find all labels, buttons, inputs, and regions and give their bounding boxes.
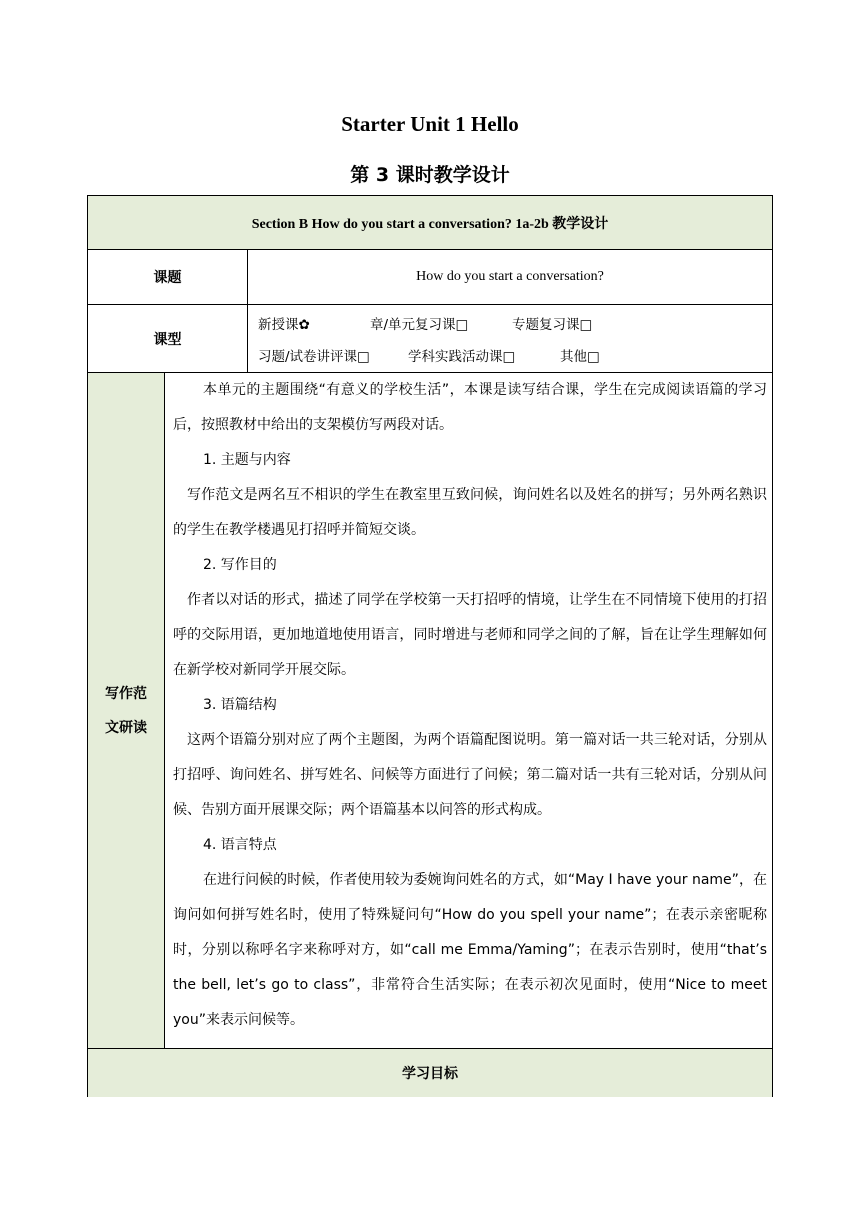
writing-study-content	[165, 373, 772, 1048]
type-option-exercise-review: 习题/试卷讲评课□	[258, 349, 370, 365]
lesson-type-options	[248, 305, 772, 372]
section-header-row	[88, 196, 772, 250]
heading-theme: 1. 主题与内容	[203, 452, 291, 468]
lesson-plan-table	[87, 195, 773, 1097]
type-option-practice: 学科实践活动课□	[408, 349, 516, 365]
learning-goals-row	[88, 1049, 772, 1097]
heading-purpose: 2. 写作目的	[203, 557, 277, 573]
topic-label: 课题	[88, 250, 248, 304]
writing-label-line-1: 写作范	[105, 685, 147, 702]
writing-study-text	[173, 373, 767, 1038]
lesson-type-label: 课型	[88, 305, 248, 372]
heading-structure: 3. 语篇结构	[203, 697, 277, 713]
lesson-type-line-2	[258, 345, 600, 365]
section-header-text: Section B How do you start a conversation? 1a-2b 教学设计	[251, 216, 609, 232]
writing-label-line-2: 文研读	[105, 719, 147, 736]
lesson-type-line-1	[258, 313, 592, 333]
theme-paragraph: 写作范文是两名互不相识的学生在教室里互致问候，询问姓名以及姓名的拼写；另外两名熟识的学生在教学楼遇见打招呼并简短交谈。	[173, 487, 767, 538]
structure-paragraph: 这两个语篇分别对应了两个主题图，为两个语篇配图说明。第一篇对话一共三轮对话，分别从打招呼、询问姓名、拼写姓名、问候等方面进行了问候；第二篇对话一共有三轮对话，分别从问候、告别方面开展课交际；两个语篇基本以问答的形式构成。	[173, 732, 767, 818]
type-option-topic-review: 专题复习课□	[512, 317, 593, 333]
type-option-new: 新授课✿	[258, 317, 310, 333]
lesson-type-row	[88, 305, 772, 373]
topic-value-text: How do you start a conversation?	[416, 269, 604, 284]
writing-study-label	[88, 373, 165, 1048]
type-option-unit-review: 章/单元复习课□	[370, 317, 469, 333]
intro-paragraph: 本单元的主题围绕“有意义的学校生活”，本课是读写结合课，学生在完成阅读语篇的学习后，按照教材中给出的支架模仿写两段对话。	[173, 382, 767, 433]
document-title: Starter Unit 1 Hello	[341, 112, 519, 136]
document-subtitle: 第 3 课时教学设计	[350, 164, 510, 186]
heading-features: 4. 语言特点	[203, 837, 277, 853]
purpose-paragraph: 作者以对话的形式，描述了同学在学校第一天打招呼的情境，让学生在不同情境下使用的打招呼的交际用语，更加地道地使用语言，同时增进与老师和同学之间的了解，旨在让学生理解如何在新学校对新同学开展交际。	[173, 592, 767, 678]
topic-value	[248, 250, 772, 304]
type-option-other: 其他□	[560, 349, 600, 365]
topic-row	[88, 250, 772, 305]
learning-goals-label: 学习目标	[402, 1066, 458, 1082]
writing-study-row	[88, 373, 772, 1049]
features-paragraph: 在进行问候的时候，作者使用较为委婉询问姓名的方式，如“May I have your name”，在询问如何拼写姓名时，使用了特殊疑问句“How do you spell your name”；在表示亲密昵称时，分别以称呼名字来称呼对方，如“call me Emma/Yaming”；在表示告别时，使用“that’s the bell, let’s go to class”，非常符合生活实际；在表示初次见面时，使用“Nice to meet you”来表示问候等。	[173, 872, 767, 1028]
